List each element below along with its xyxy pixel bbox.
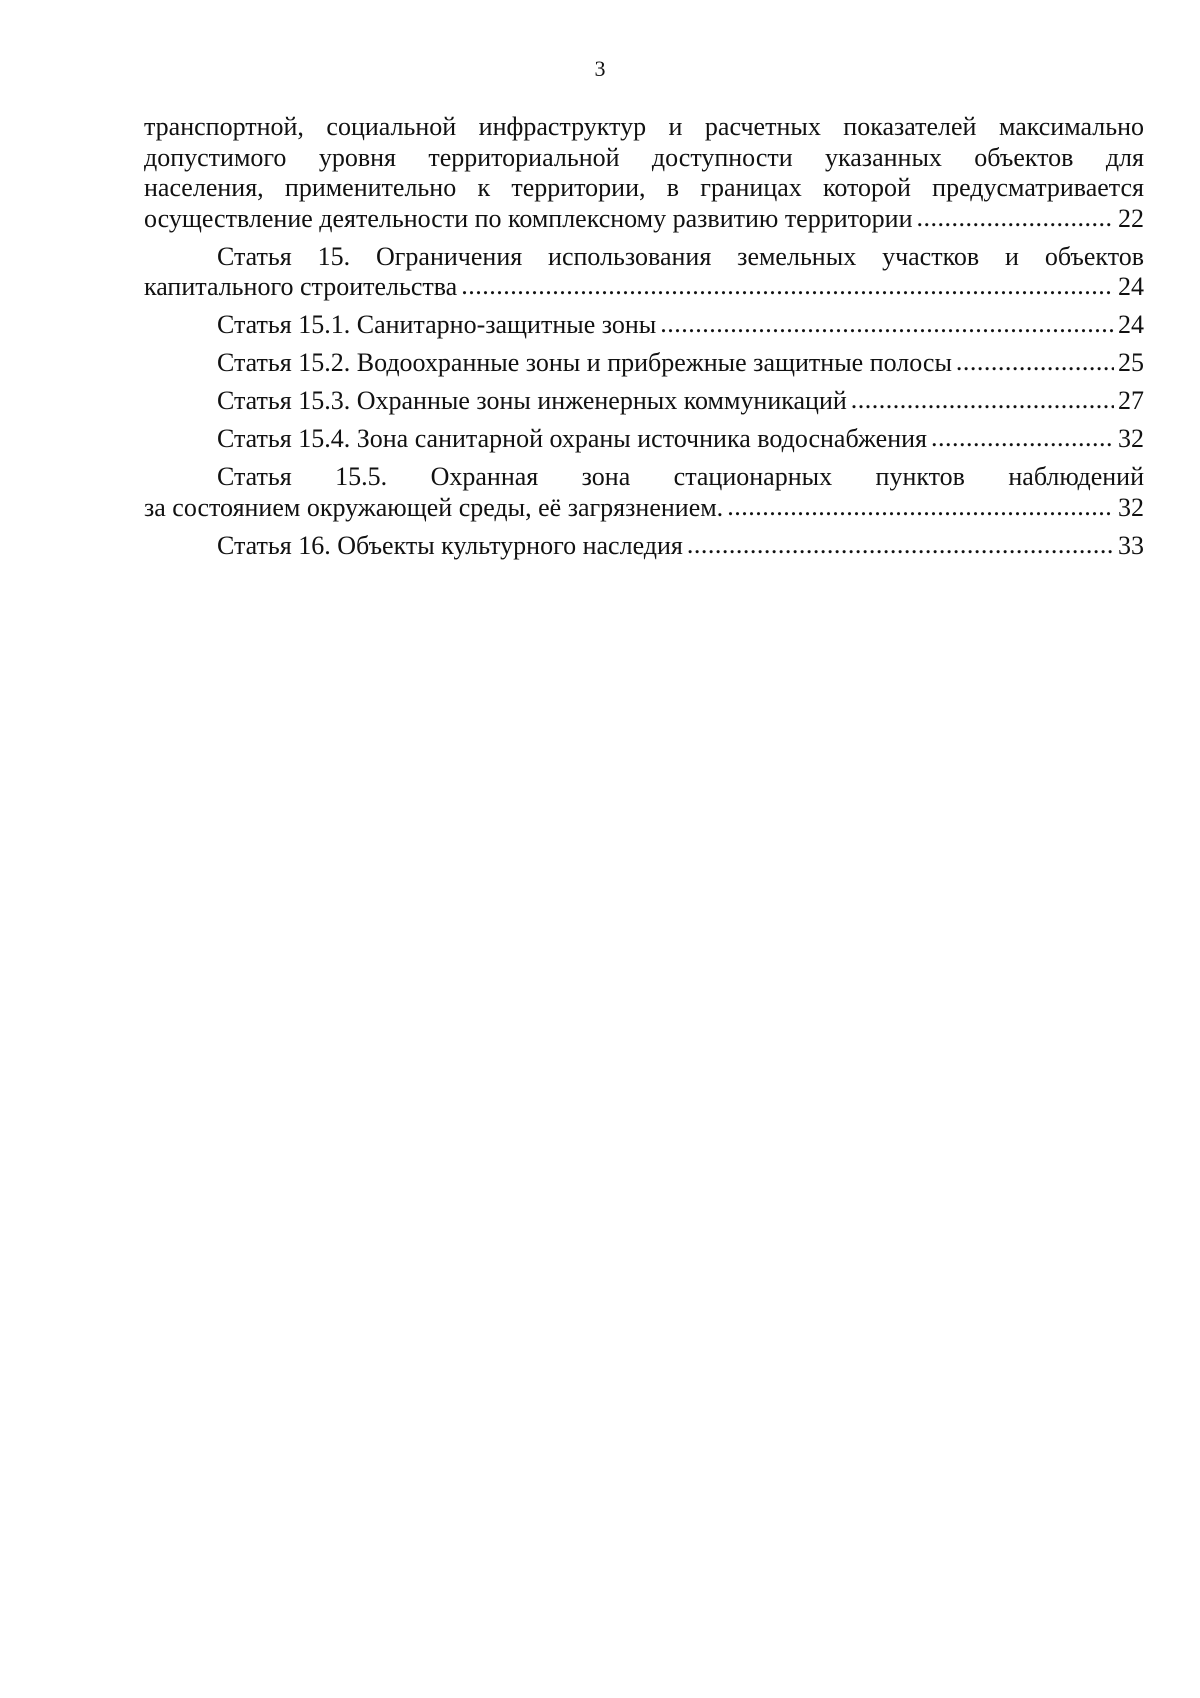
- toc-leader-line: [144, 272, 1144, 303]
- toc-leader-line: [144, 493, 1144, 524]
- toc-line: Статья 15. Ограничения использования земельных участков и объектов: [217, 241, 1144, 271]
- toc-entry-title: за состоянием окружающей среды, её загрязнением.: [144, 492, 724, 522]
- toc-line: допустимого уровня территориальной доступности указанных объектов для: [144, 142, 1144, 172]
- toc-line: населения, применительно к территории, в границах которой предусматривается: [144, 173, 1144, 202]
- toc-leader-line: [144, 348, 1144, 379]
- toc-page-number: 32: [1118, 424, 1144, 453]
- toc-entry-title: Статья 15.4. Зона санитарной охраны источника водоснабжения: [217, 424, 927, 453]
- toc-entry-continuation[interactable]: [144, 112, 1144, 234]
- toc-entry-article-15-5[interactable]: [144, 462, 1144, 523]
- toc-entry-title: Статья 15.1. Санитарно-защитные зоны: [217, 310, 657, 339]
- toc-page-number: 32: [1118, 492, 1144, 522]
- toc-line: Статья 15.5. Охранная зона стационарных пунктов наблюдений: [217, 462, 1144, 491]
- toc-entry-title: Статья 15.2. Водоохранные зоны и прибрежные защитные полосы: [217, 348, 952, 377]
- toc-entry-article-15-4[interactable]: [144, 424, 1144, 455]
- toc-leader-line: [144, 531, 1144, 562]
- toc-entry-title: осуществление деятельности по комплексному развитию территории: [144, 203, 913, 233]
- dot-leader: [727, 492, 1114, 523]
- toc-leader-line: [144, 204, 1144, 235]
- toc-entry-article-15[interactable]: [144, 242, 1144, 303]
- dot-leader: [917, 203, 1115, 234]
- toc-page-number: 24: [1118, 272, 1144, 301]
- toc-leader-line: [144, 386, 1144, 417]
- page-number: 3: [594, 56, 606, 81]
- dot-leader: [931, 423, 1114, 454]
- toc-leader-line: [144, 424, 1144, 455]
- toc-entry-title: Статья 15.3. Охранные зоны инженерных коммуникаций: [217, 386, 847, 415]
- toc-page-number: 22: [1118, 203, 1144, 233]
- dot-leader: [687, 530, 1114, 561]
- toc-page-number: 25: [1118, 348, 1144, 377]
- dot-leader: [461, 271, 1114, 302]
- toc-entry-article-15-3[interactable]: [144, 386, 1144, 417]
- toc-page-number: 27: [1118, 386, 1144, 415]
- toc-entry-title: Статья 16. Объекты культурного наследия: [217, 530, 683, 560]
- toc-page-number: 24: [1118, 310, 1144, 339]
- dot-leader: [660, 309, 1114, 340]
- toc-leader-line: [144, 310, 1144, 341]
- toc-entry-article-16[interactable]: [144, 531, 1144, 562]
- toc-entry-article-15-1[interactable]: [144, 310, 1144, 341]
- table-of-contents: [144, 112, 1144, 569]
- toc-entry-title: капитального строительства: [144, 272, 458, 301]
- toc-entry-article-15-2[interactable]: [144, 348, 1144, 379]
- toc-line: транспортной, социальной инфраструктур и расчетных показателей максимально: [144, 112, 1144, 141]
- dot-leader: [956, 347, 1114, 378]
- toc-page-number: 33: [1118, 530, 1144, 560]
- dot-leader: [851, 385, 1114, 416]
